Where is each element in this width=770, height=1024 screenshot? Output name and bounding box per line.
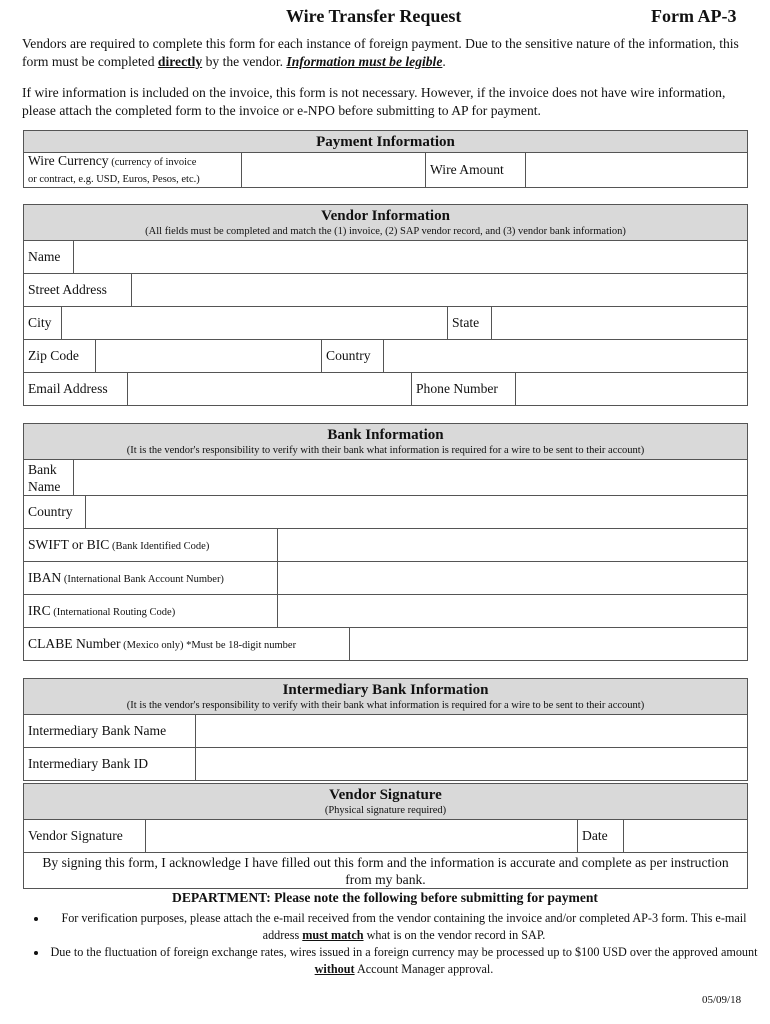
swift-field[interactable] [278,529,748,562]
vendor-title: Vendor Information [321,208,450,224]
signature-subtitle: (Physical signature required) [324,805,447,816]
wire-currency-note-1: (currency of invoice [108,157,197,168]
department-title: DEPARTMENT: Please note the following before submitting for payment [172,890,598,905]
street-address-field[interactable] [132,274,748,307]
vendor-signature-label: Vendor Signature [24,820,146,853]
email-address-field[interactable] [128,373,412,406]
wire-amount-field[interactable] [526,153,748,188]
acknowledgement-text: By signing this form, I acknowledge I have filled out this form and the information is accurate and complete as per instruction from my bank. [24,853,748,889]
vendor-street-row [23,273,748,307]
clabe-field[interactable] [350,628,748,661]
acknowledgement-row [23,852,748,889]
note1-text-c: what is on the vendor record in SAP. [363,927,546,942]
intermediary-bank-id-field[interactable] [196,748,748,781]
state-field[interactable] [492,307,748,340]
intermediary-title: Intermediary Bank Information [282,682,489,698]
vendor-name-row [23,240,748,274]
vendor-name-field[interactable] [74,241,748,274]
wire-currency-field[interactable] [242,153,426,188]
wire-amount-label: Wire Amount [426,153,526,188]
revision-date: 05/09/18 [702,994,742,1006]
bank-title: Bank Information [327,427,444,443]
signature-row [23,819,748,853]
irc-text: IRC [28,603,51,618]
form-id: Form AP-3 [651,6,737,26]
clabe-row [23,627,748,661]
vendor-email-row [23,372,748,406]
bank-name-row [23,459,748,496]
note2-text-a: Due to the fluctuation of foreign exchange rates, wires issued in a foreign currency may be processed up to $100 USD over the approved amount [50,945,758,959]
payment-information-table [23,130,748,188]
zip-code-field[interactable] [96,340,322,373]
intermediary-bank-table [23,678,748,781]
intro-paragraph-1 [22,35,752,71]
wire-currency-text: Wire Currency [28,153,109,168]
bank-subtitle: (It is the vendor's responsibility to verify with their bank what information is required for a wire to be sent to their account) [126,445,645,456]
street-address-label: Street Address [24,274,132,307]
iban-field[interactable] [278,562,748,595]
vendor-zip-row [23,339,748,373]
department-notes [30,910,760,978]
irc-label [24,595,278,628]
wire-currency-note-2: or contract, e.g. USD, Euros, Pesos, etc.) [28,174,200,185]
bank-country-row [23,495,748,529]
intermediary-subtitle: (It is the vendor's responsibility to verify with their bank what information is required for a wire to be sent to their account) [126,700,645,711]
intermediary-bank-id-label: Intermediary Bank ID [24,748,196,781]
vendor-signature-table [23,783,748,820]
vendor-information-table [23,204,748,241]
date-label: Date [578,820,624,853]
intro-paragraph-2: If wire information is included on the invoice, this form is not necessary. However, if the invoice does not have wire information, please attach the completed form to the invoice or e-NPO before submitting to AP for payment. [22,85,726,118]
iban-note: (International Bank Account Number) [61,574,224,585]
intermediary-bank-name-label: Intermediary Bank Name [24,715,196,748]
vendor-signature-field[interactable] [146,820,578,853]
bank-codes-table [23,528,748,628]
swift-note: (Bank Identified Code) [109,541,210,552]
signature-title: Vendor Signature [329,787,442,803]
iban-text: IBAN [28,570,62,585]
title-row [0,6,770,28]
note1-must-match: must match [302,927,364,942]
vendor-subtitle: (All fields must be completed and match the (1) invoice, (2) SAP vendor record, and (3) vendor bank information) [145,226,626,237]
city-field[interactable] [62,307,448,340]
intermediary-bank-name-field[interactable] [196,715,748,748]
bank-country-field[interactable] [86,496,748,529]
intro-directly: directly [157,54,203,69]
email-address-label: Email Address [24,373,128,406]
swift-label [24,529,278,562]
iban-label [24,562,278,595]
signature-header [24,784,748,820]
department-note-2 [48,944,760,977]
state-label: State [448,307,492,340]
intermediary-header [24,679,748,715]
department-note-1 [48,910,760,943]
vendor-city-row [23,306,748,340]
irc-field[interactable] [278,595,748,628]
city-label: City [24,307,62,340]
clabe-label [24,628,350,661]
vendor-header [24,205,748,241]
irc-note: (International Routing Code) [50,607,176,618]
phone-number-label: Phone Number [412,373,516,406]
clabe-note: (Mexico only) *Must be 18-digit number [120,640,297,651]
swift-text: SWIFT or BIC [28,537,110,552]
note2-without: without [314,961,355,976]
vendor-name-label: Name [24,241,74,274]
note1-text-a: For verification purposes, please attach the e-mail received from the vendor containing the invoice and/or completed AP-3 form. This e-mail address [61,911,747,942]
form-title: Wire Transfer Request [286,6,462,26]
zip-code-label: Zip Code [24,340,96,373]
bank-information-table [23,423,748,460]
bank-header [24,424,748,460]
payment-header [24,131,748,153]
intro-text-1: Vendors are required to complete this form for each instance of foreign payment. Due to the sensitive nature of the information, this form must be completed [22,36,739,69]
intro-text-2: by the vendor. [202,54,287,69]
intro-legible: Information must be legible [286,54,443,69]
country-field[interactable] [384,340,748,373]
country-label: Country [322,340,384,373]
phone-number-field[interactable] [516,373,748,406]
bank-name-field[interactable] [74,460,748,496]
clabe-text: CLABE Number [28,636,121,651]
bank-name-label: Bank Name [24,460,74,496]
note2-text-c: Account Manager approval. [354,961,494,976]
wire-currency-label [24,153,242,188]
intro-text-end: . [442,54,446,69]
bank-country-label: Country [24,496,86,529]
payment-title: Payment Information [316,133,455,150]
date-field[interactable] [624,820,748,853]
